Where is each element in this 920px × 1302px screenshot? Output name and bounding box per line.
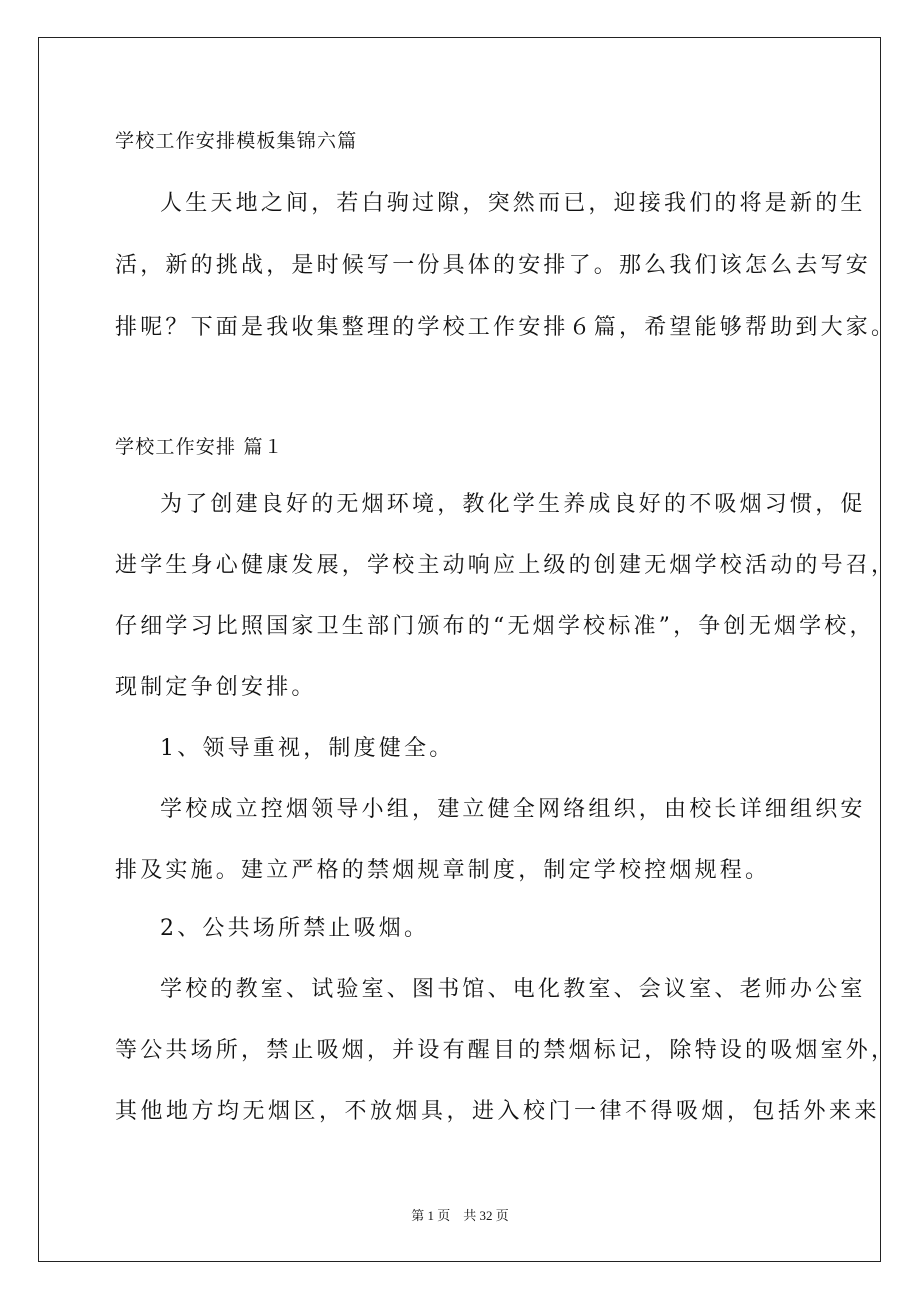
section-line: 为了创建良好的无烟环境，教化学生养成良好的不吸烟习惯，促 xyxy=(160,492,866,517)
page-number: 第 1 页 共 32 页 xyxy=(411,1208,509,1223)
section-line: 等公共场所，禁止吸烟，并设有醒目的禁烟标记，除特设的吸烟室外， xyxy=(115,1038,897,1063)
page-border xyxy=(38,37,881,1262)
section-line: 现制定争创安排。 xyxy=(115,675,317,700)
numbered-item: 2、公共场所禁止吸烟。 xyxy=(160,916,430,941)
document-title: 学校工作安排模板集锦六篇 xyxy=(115,130,358,152)
section-line: 排及实施。建立严格的禁烟规章制度，制定学校控烟规程。 xyxy=(115,858,771,883)
section-heading: 学校工作安排 篇１ xyxy=(115,436,284,458)
intro-line: 人生天地之间，若白驹过隙，突然而已，迎接我们的将是新的生 xyxy=(160,191,866,216)
section-line: 学校的教室、试验室、图书馆、电化教室、会议室、老师办公室 xyxy=(160,977,866,1002)
section-line: 仔细学习比照国家卫生部门颁布的“无烟学校标准”，争创无烟学校， xyxy=(115,614,875,639)
section-line: 学校成立控烟领导小组，建立健全网络组织，由校长详细组织安 xyxy=(160,797,866,822)
section-line: 其他地方均无烟区，不放烟具，进入校门一律不得吸烟，包括外来来 xyxy=(115,1099,881,1124)
intro-line: 排呢？下面是我收集整理的学校工作安排６篇，希望能够帮助到大家。 xyxy=(115,315,897,340)
numbered-item: 1、领导重视，制度健全。 xyxy=(160,736,455,761)
intro-line: 活，新的挑战，是时候写一份具体的安排了。那么我们该怎么去写安 xyxy=(115,253,872,278)
section-line: 进学生身心健康发展，学校主动响应上级的创建无烟学校活动的号召， xyxy=(115,553,897,578)
